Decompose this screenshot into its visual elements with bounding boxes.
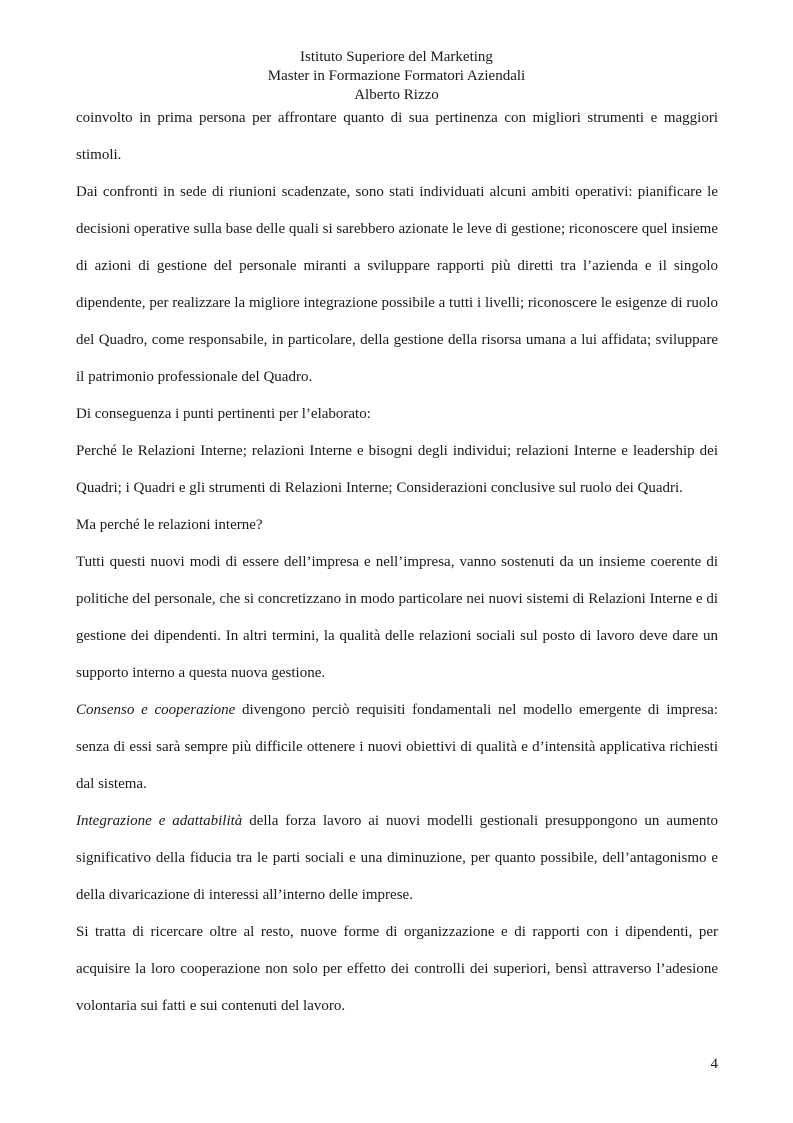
paragraph: Consenso e cooperazione divengono perciò requisiti fondamentali nel modello emergente di impresa: senza di essi sarà sempre più difficile ottenere i nuovi obiettivi di qualità e d’intensità applicativa richiesti dal sistema. [76,702,718,792]
paragraph: Integrazione e adattabilità della forza lavoro ai nuovi modelli gestionali presuppongono un aumento significativo della fiducia tra le parti sociali e una diminuzione, per quanto possibile, dell’antagonismo e della divaricazione di interessi all’interno delle imprese. [76,813,719,903]
paragraph: Perché le Relazioni Interne; relazioni Interne e bisogni degli individui; relazioni Interne e leadership dei Quadri; i Quadri e gli strumenti di Relazioni Interne; Considerazioni conclusive sul ruolo dei Quadri. [76,443,718,496]
body-text [76,100,718,1025]
paragraph: Tutti questi nuovi modi di essere dell’impresa e nell’impresa, vanno sostenuti da un insieme coerente di politiche del personale, che si concretizzano in modo particolare nei nuovi sistemi di Relazioni Interne e di gestione dei dipendenti. In altri termini, la qualità delle relazioni sociali sul posto di lavoro deve dare un supporto interno a questa nuova gestione. [76,554,718,681]
paragraph: Si tratta di ricercare oltre al resto, nuove forme di organizzazione e di rapporti con i dipendenti, per acquisire la loro cooperazione non solo per effetto dei controlli dei superiori, bensì attraverso l’adesione volontaria sui fatti e sui contenuti del lavoro. [76,924,718,1014]
paragraph: Ma perché le relazioni interne? [76,517,263,533]
paragraph: coinvolto in prima persona per affrontare quanto di sua pertinenza con migliori strumenti e maggiori stimoli. [76,110,718,163]
header-author: Alberto Rizzo [354,87,439,103]
paragraph: Dai confronti in sede di riunioni scadenzate, sono stati individuati alcuni ambiti operativi: pianificare le decisioni operative sulla base delle quali si sarebbero azionate le leve di gestione; riconoscere quel insieme di azioni di gestione del personale miranti a sviluppare rapporti più diretti tra l’azienda e il singolo dipendente, per realizzare la migliore integrazione possibile a tutti i livelli; riconoscere le esigenze di ruolo del Quadro, come responsabile, in particolare, della gestione della risorsa umana a lui affidata; sviluppare il patrimonio professionale del Quadro. [76,184,718,385]
header-institute: Istituto Superiore del Marketing [300,49,493,65]
page-number: 4 [710,1056,718,1072]
italic-phrase: Integrazione e adattabilità [76,813,243,829]
paragraph: Di conseguenza i punti pertinenti per l’elaborato: [76,406,371,422]
page-header [0,48,793,105]
italic-phrase: Consenso e cooperazione [76,702,236,718]
header-master: Master in Formazione Formatori Aziendali [267,68,526,84]
